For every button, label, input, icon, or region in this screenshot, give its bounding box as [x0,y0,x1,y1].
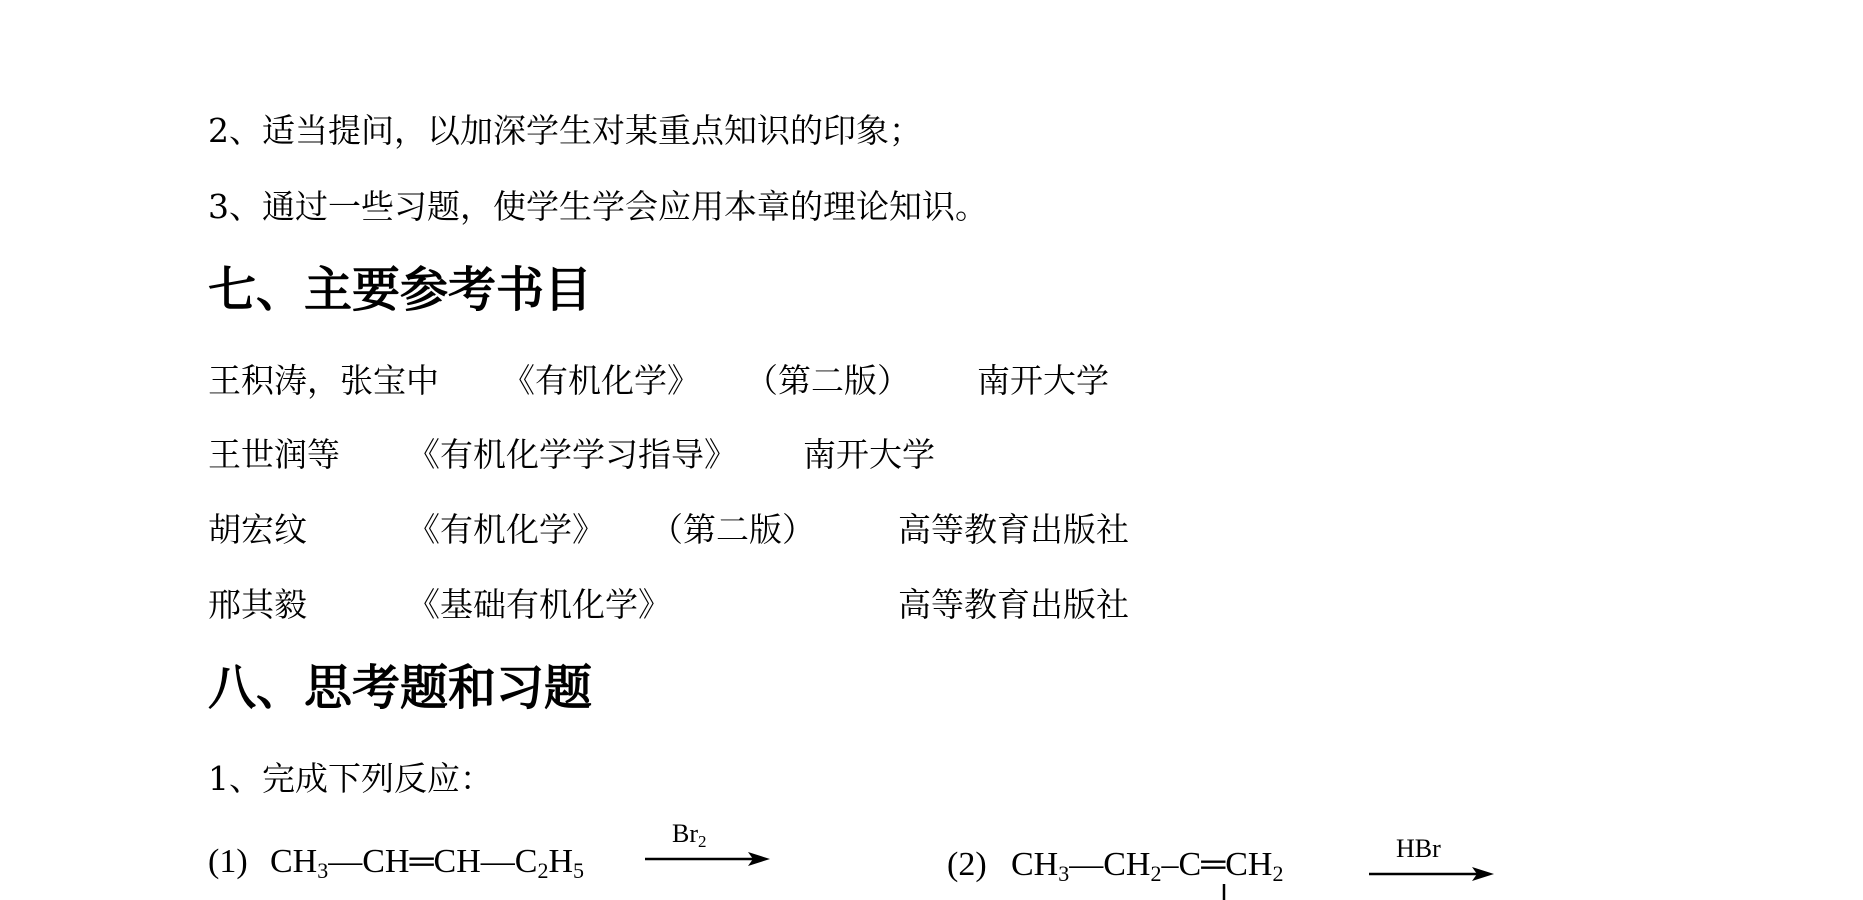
question-1: 1、完成下列反应： [208,759,493,798]
reference-edition: （第二版） [745,361,910,400]
formula-subscript: 2 [1150,861,1162,886]
reference-publisher: 高等教育出版社 [898,510,1129,549]
reference-edition: （第二版） [650,510,815,549]
reference-publisher: 南开大学 [977,361,1109,400]
formula-part: —CH═CH—C [328,843,538,880]
formula-subscript: 3 [1058,861,1070,886]
reference-title: 《有机化学》 [407,510,605,549]
objective-line-2: 2、适当提问，以加深学生对某重点知识的印象； [208,111,922,150]
reference-author: 王世润等 [208,435,340,474]
reference-title: 《有机化学》 [502,361,700,400]
formula-subscript: 2 [1272,861,1284,886]
section-heading-references: 七、主要参考书目 [208,262,593,318]
reference-title: 《有机化学学习指导》 [407,435,737,474]
formula-part: H [548,843,574,880]
objective-line-3: 3、通过一些习题，使学生学会应用本章的理论知识。 [208,187,988,226]
reference-author: 胡宏纹 [208,510,307,549]
formula-subscript: 5 [573,858,585,883]
formula-part: —CH [1069,846,1151,883]
reference-title: 《基础有机化学》 [407,585,671,624]
reaction-1-arrow-icon [645,852,770,866]
reference-author: 王积涛，张宝中 [208,361,439,400]
section-heading-exercises: 八、思考题和习题 [208,660,593,716]
reaction-label: (2) [947,846,987,883]
reaction-2-arrow-icon [1369,867,1494,881]
formula-subscript: 3 [317,858,329,883]
formula-part: CH [1011,846,1059,883]
formula-subscript: 2 [537,858,549,883]
reference-author: 邢其毅 [208,585,307,624]
reference-publisher: 南开大学 [803,435,935,474]
reagent-part: Br [672,819,698,848]
reagent-label: HBr [1396,834,1441,863]
reagent-subscript: 2 [698,832,707,851]
reaction-label: (1) [208,843,248,880]
formula-part: –C═CH [1161,846,1273,883]
formula-part: CH [270,843,318,880]
reference-publisher: 高等教育出版社 [898,585,1129,624]
